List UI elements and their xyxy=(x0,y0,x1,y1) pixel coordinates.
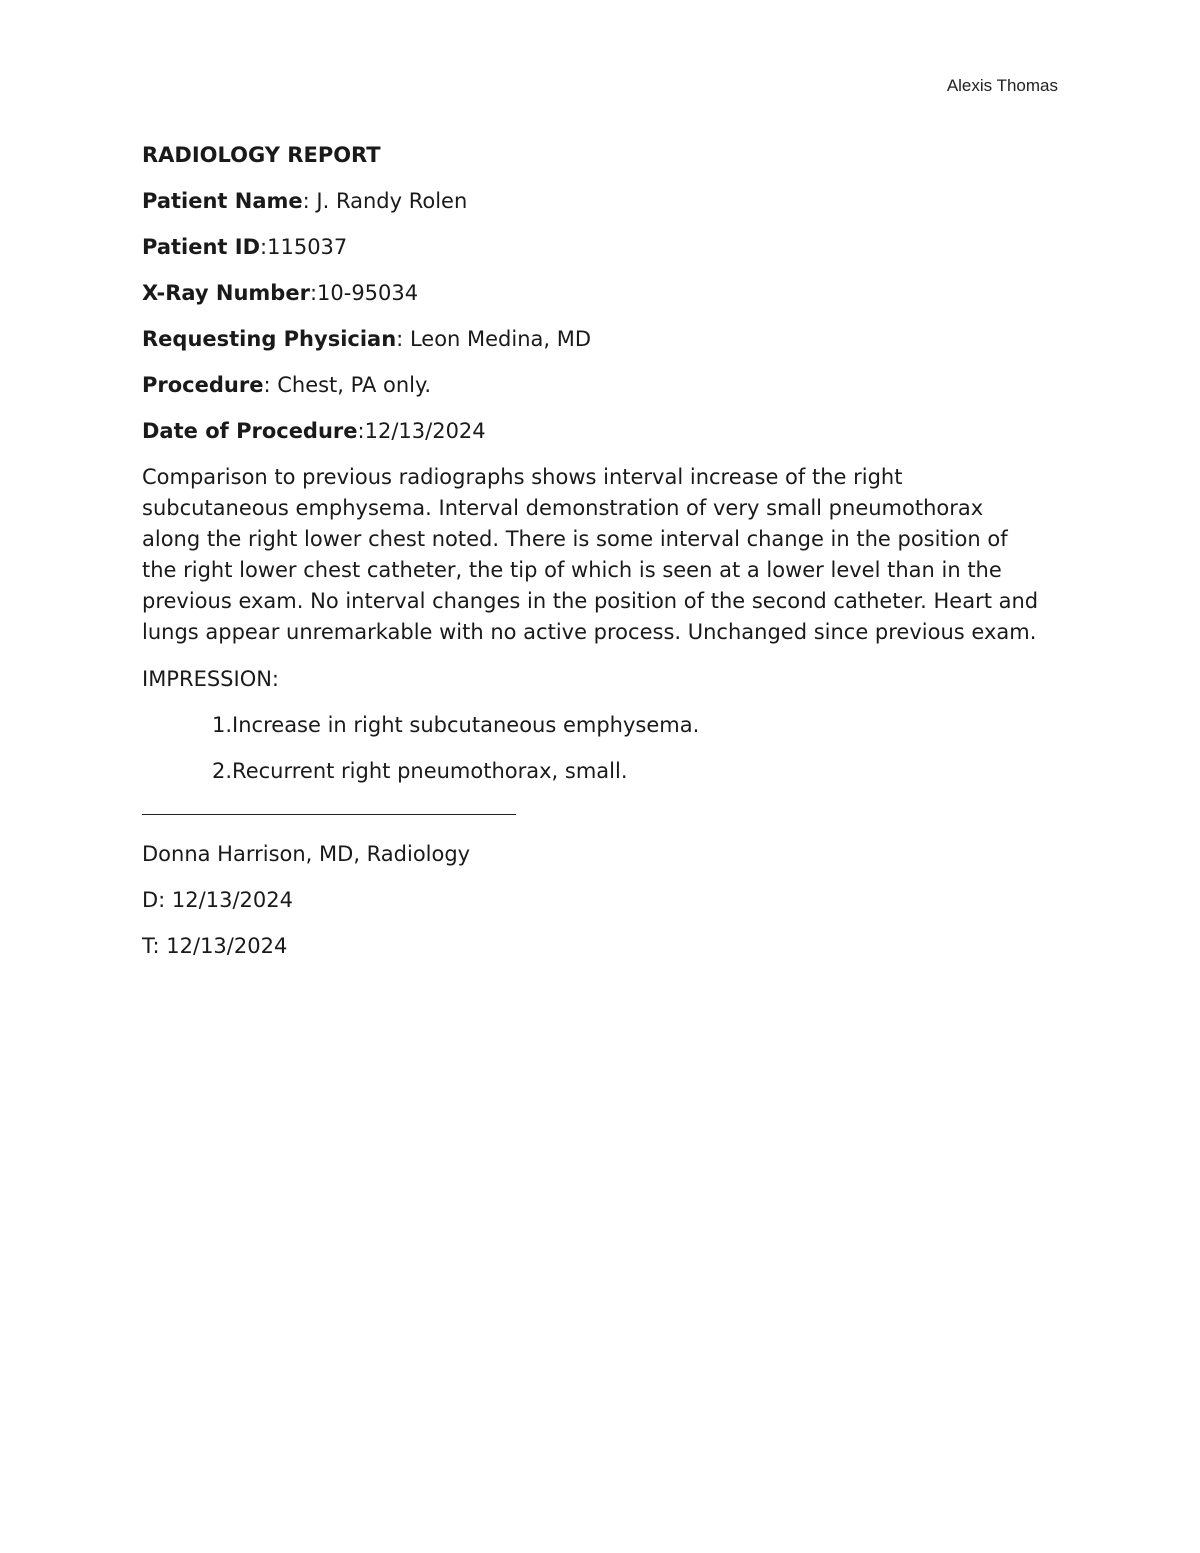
transcribed-date: T: 12/13/2024 xyxy=(142,934,288,958)
field-value: 12/13/2024 xyxy=(364,419,486,443)
report-title: RADIOLOGY REPORT xyxy=(142,143,381,167)
report-body xyxy=(142,140,1042,977)
field-label: Requesting Physician xyxy=(142,327,397,351)
signature-line xyxy=(142,814,516,815)
field-patient-id xyxy=(142,232,1042,262)
header-author-name: Alexis Thomas xyxy=(946,76,1058,95)
field-separator: : xyxy=(357,419,365,443)
field-label: Date of Procedure xyxy=(142,419,358,443)
field-value: 10-95034 xyxy=(317,281,419,305)
findings-paragraph: Comparison to previous radiographs shows interval increase of the right subcutaneous emphysema. Interval demonstration of very small pneumothorax along the right lower chest noted. There is some interval change in the position of the right lower chest catheter, the tip of which is seen at a lower level than in the previous exam. No interval changes in the position of the second catheter. Heart and lungs appear unremarkable with no active process. Unchanged since previous exam. xyxy=(142,465,1039,644)
impression-item xyxy=(212,756,1042,786)
field-separator: : xyxy=(302,189,317,213)
field-separator: : xyxy=(309,281,318,305)
field-procedure xyxy=(142,370,1042,400)
dictated-date: D: 12/13/2024 xyxy=(142,888,293,912)
impression-number: 2. xyxy=(212,759,233,783)
impression-text: Recurrent right pneumothorax, small. xyxy=(232,759,628,783)
impression-item xyxy=(212,710,1042,740)
field-patient-name xyxy=(142,186,1042,216)
impression-text: Increase in right subcutaneous emphysema. xyxy=(232,713,700,737)
field-date-of-procedure xyxy=(142,416,1042,446)
field-label: Patient ID xyxy=(142,235,261,259)
field-label: Patient Name xyxy=(142,189,303,213)
field-requesting-physician xyxy=(142,324,1042,354)
impression-heading: IMPRESSION: xyxy=(142,667,280,691)
field-separator: : xyxy=(263,373,278,397)
impression-number: 1. xyxy=(212,713,233,737)
field-label: Procedure xyxy=(142,373,264,397)
field-label: X-Ray Number xyxy=(142,281,310,305)
field-value: J. Randy Rolen xyxy=(316,189,468,213)
field-xray-number xyxy=(142,278,1042,308)
field-value: 115037 xyxy=(267,235,348,259)
field-value: Chest, PA only. xyxy=(277,373,432,397)
field-separator: : xyxy=(396,327,410,351)
field-separator: : xyxy=(260,235,268,259)
field-value: Leon Medina, MD xyxy=(409,327,592,351)
radiologist-name: Donna Harrison, MD, Radiology xyxy=(142,842,471,866)
